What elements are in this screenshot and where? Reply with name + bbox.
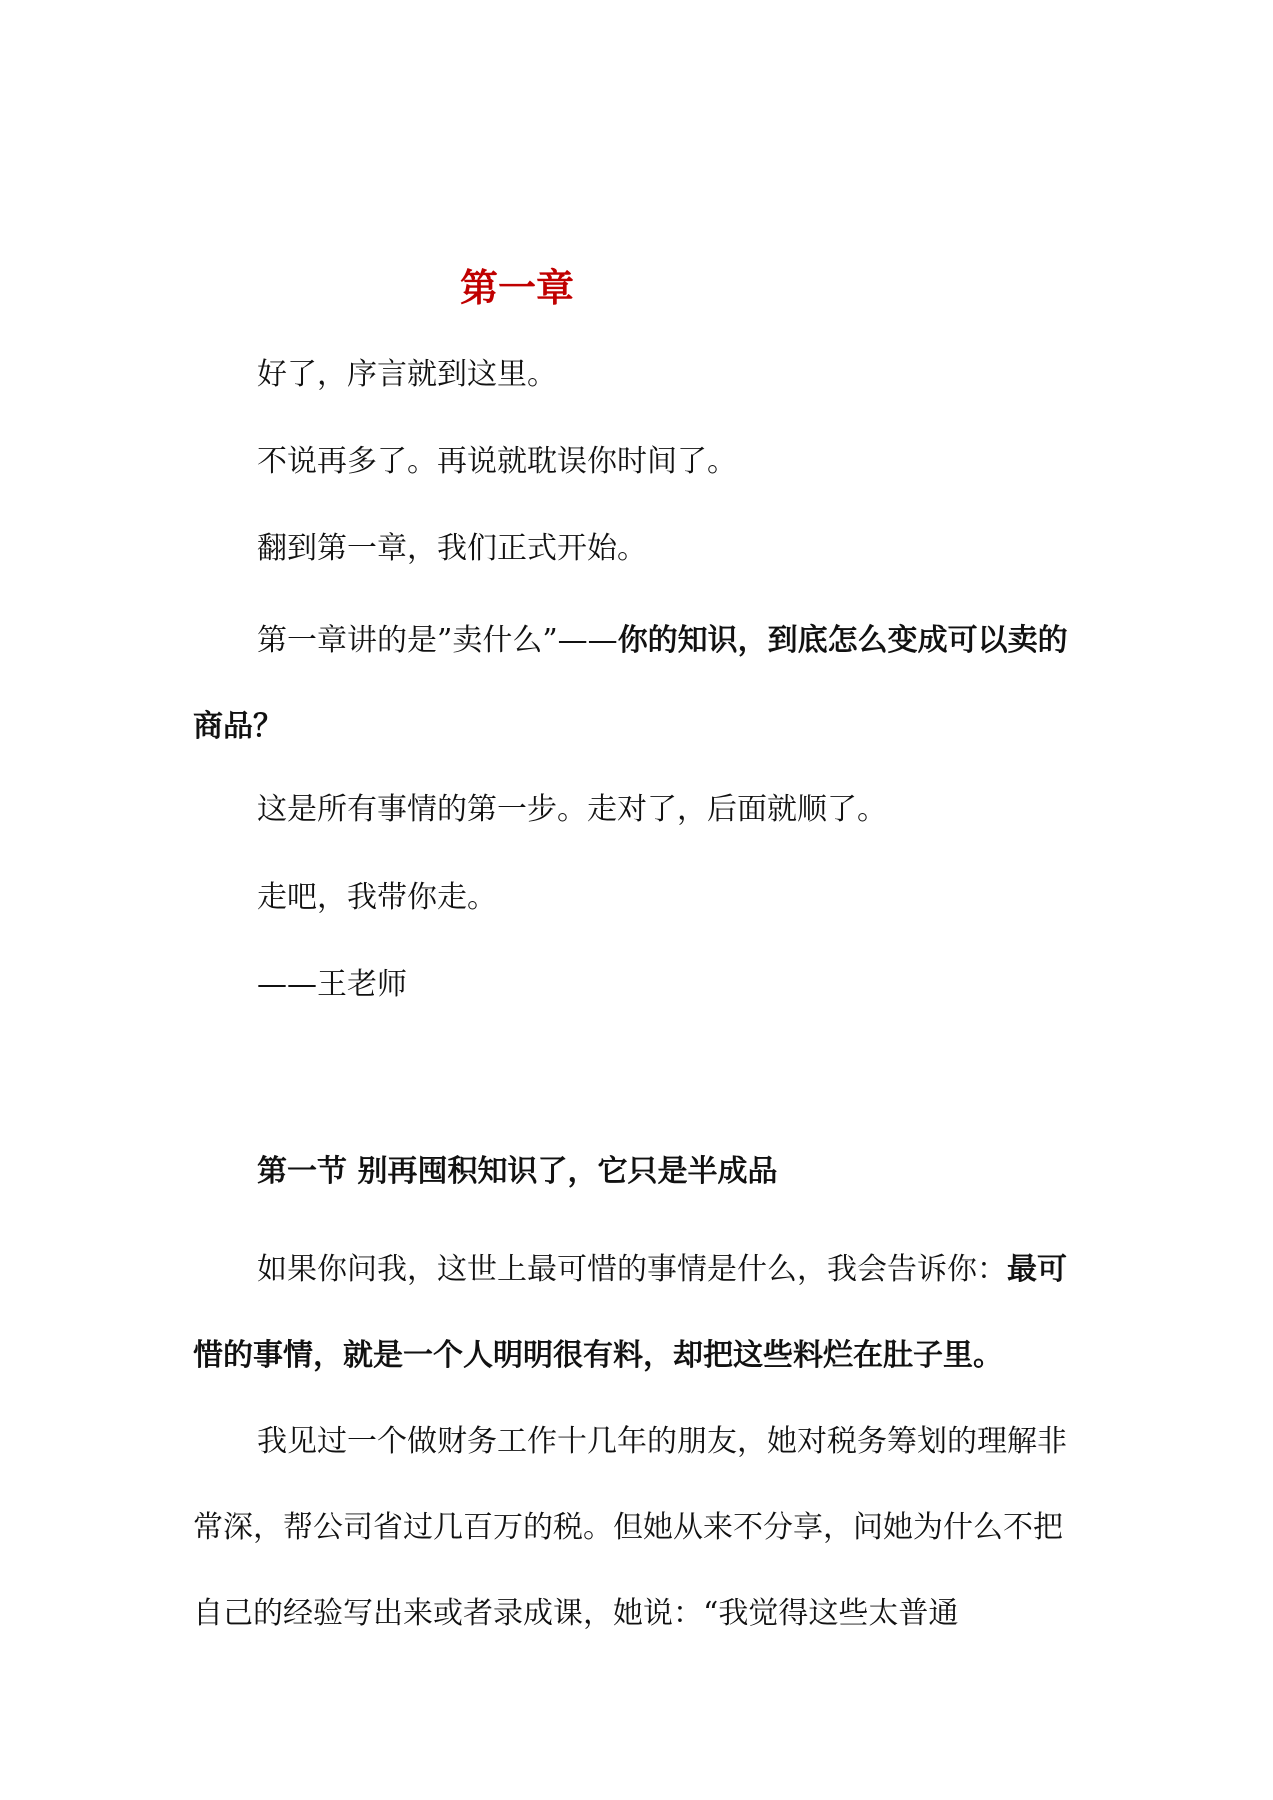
intro-paragraph-2: 不说再多了。再说就耽误你时间了。 <box>257 444 737 479</box>
section-paragraph-1-emphasis: 最可惜的事情，就是一个人明明很有料，却把这些料烂在肚子里。 <box>193 1252 1067 1373</box>
chapter-title: 第一章 <box>460 266 575 310</box>
section-paragraph-1 <box>193 1227 1083 1399</box>
intro-paragraph-1: 好了，序言就到这里。 <box>257 357 557 392</box>
section-title: 第一节 别再囤积知识了，它只是半成品 <box>257 1154 778 1189</box>
intro-paragraph-4-emphasis: 你的知识，到底怎么变成可以卖的商品？ <box>193 623 1068 744</box>
intro-paragraph-5: 这是所有事情的第一步。走对了，后面就顺了。 <box>257 792 887 827</box>
signature: ——王老师 <box>257 967 407 1002</box>
intro-paragraph-4 <box>193 598 1083 770</box>
intro-paragraph-3: 翻到第一章，我们正式开始。 <box>257 531 647 566</box>
intro-paragraph-6: 走吧，我带你走。 <box>257 880 497 915</box>
intro-paragraph-4-text: 第一章讲的是”卖什么”—— <box>257 623 618 658</box>
section-paragraph-1-text: 如果你问我，这世上最可惜的事情是什么，我会告诉你： <box>257 1252 1007 1287</box>
section-paragraph-2: 我见过一个做财务工作十几年的朋友，她对税务筹划的理解非常深，帮公司省过几百万的税。但她从来不分享，问她为什么不把自己的经验写出来或者录成课，她说：“我觉得这些太普通 <box>193 1424 1067 1631</box>
